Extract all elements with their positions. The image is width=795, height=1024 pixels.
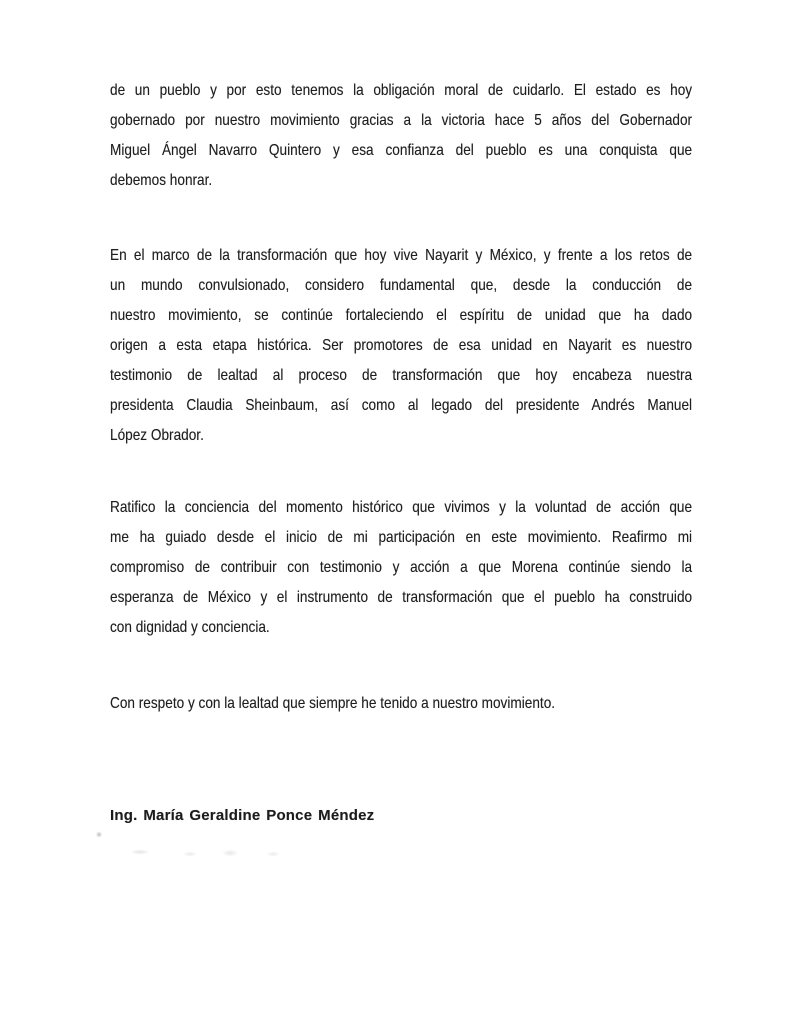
text-line: con dignidad y conciencia. [110, 619, 270, 636]
text-line: testimonio de lealtad al proceso de transformación que hoy encabeza nuestra [110, 367, 693, 384]
closing-paragraph [110, 689, 692, 719]
faded-text-smudge-artifact [118, 845, 288, 859]
scan-speck-artifact [96, 831, 102, 838]
text-line: gobernado por nuestro movimiento gracias a la victoria hace 5 años del Gobernador [110, 112, 693, 129]
text-line: esperanza de México y el instrumento de transformación que el pueblo ha construido [110, 589, 693, 606]
text-line: En el marco de la transformación que hoy vive Nayarit y México, y frente a los retos de [110, 247, 693, 264]
text-line: me ha guiado desde el inicio de mi participación en este movimiento. Reafirmo mi [110, 529, 693, 546]
text-line: nuestro movimiento, se continúe fortaleciendo el espíritu de unidad que ha dado [110, 307, 693, 324]
paragraph-1 [110, 76, 692, 196]
text-line: Con respeto y con la lealtad que siempre he tenido a nuestro movimiento. [110, 695, 556, 712]
text-line: presidenta Claudia Sheinbaum, así como al legado del presidente Andrés Manuel [110, 397, 693, 414]
text-line: López Obrador. [110, 427, 204, 444]
text-line: Ratifico la conciencia del momento histórico que vivimos y la voluntad de acción que [110, 499, 693, 516]
paragraph-3 [110, 493, 692, 643]
text-line: origen a esta etapa histórica. Ser promotores de esa unidad en Nayarit es nuestro [110, 337, 693, 354]
text-line: compromiso de contribuir con testimonio y acción a que Morena continúe siendo la [110, 559, 693, 576]
text-line: debemos honrar. [110, 172, 213, 189]
signature-name: Ing. María Geraldine Ponce Méndez [110, 807, 375, 824]
text-line: un mundo convulsionado, considero fundamental que, desde la conducción de [110, 277, 693, 294]
text-line: de un pueblo y por esto tenemos la obligación moral de cuidarlo. El estado es hoy [110, 82, 693, 99]
text-line: Miguel Ángel Navarro Quintero y esa confianza del pueblo es una conquista que [110, 142, 693, 159]
paragraph-2 [110, 241, 692, 451]
